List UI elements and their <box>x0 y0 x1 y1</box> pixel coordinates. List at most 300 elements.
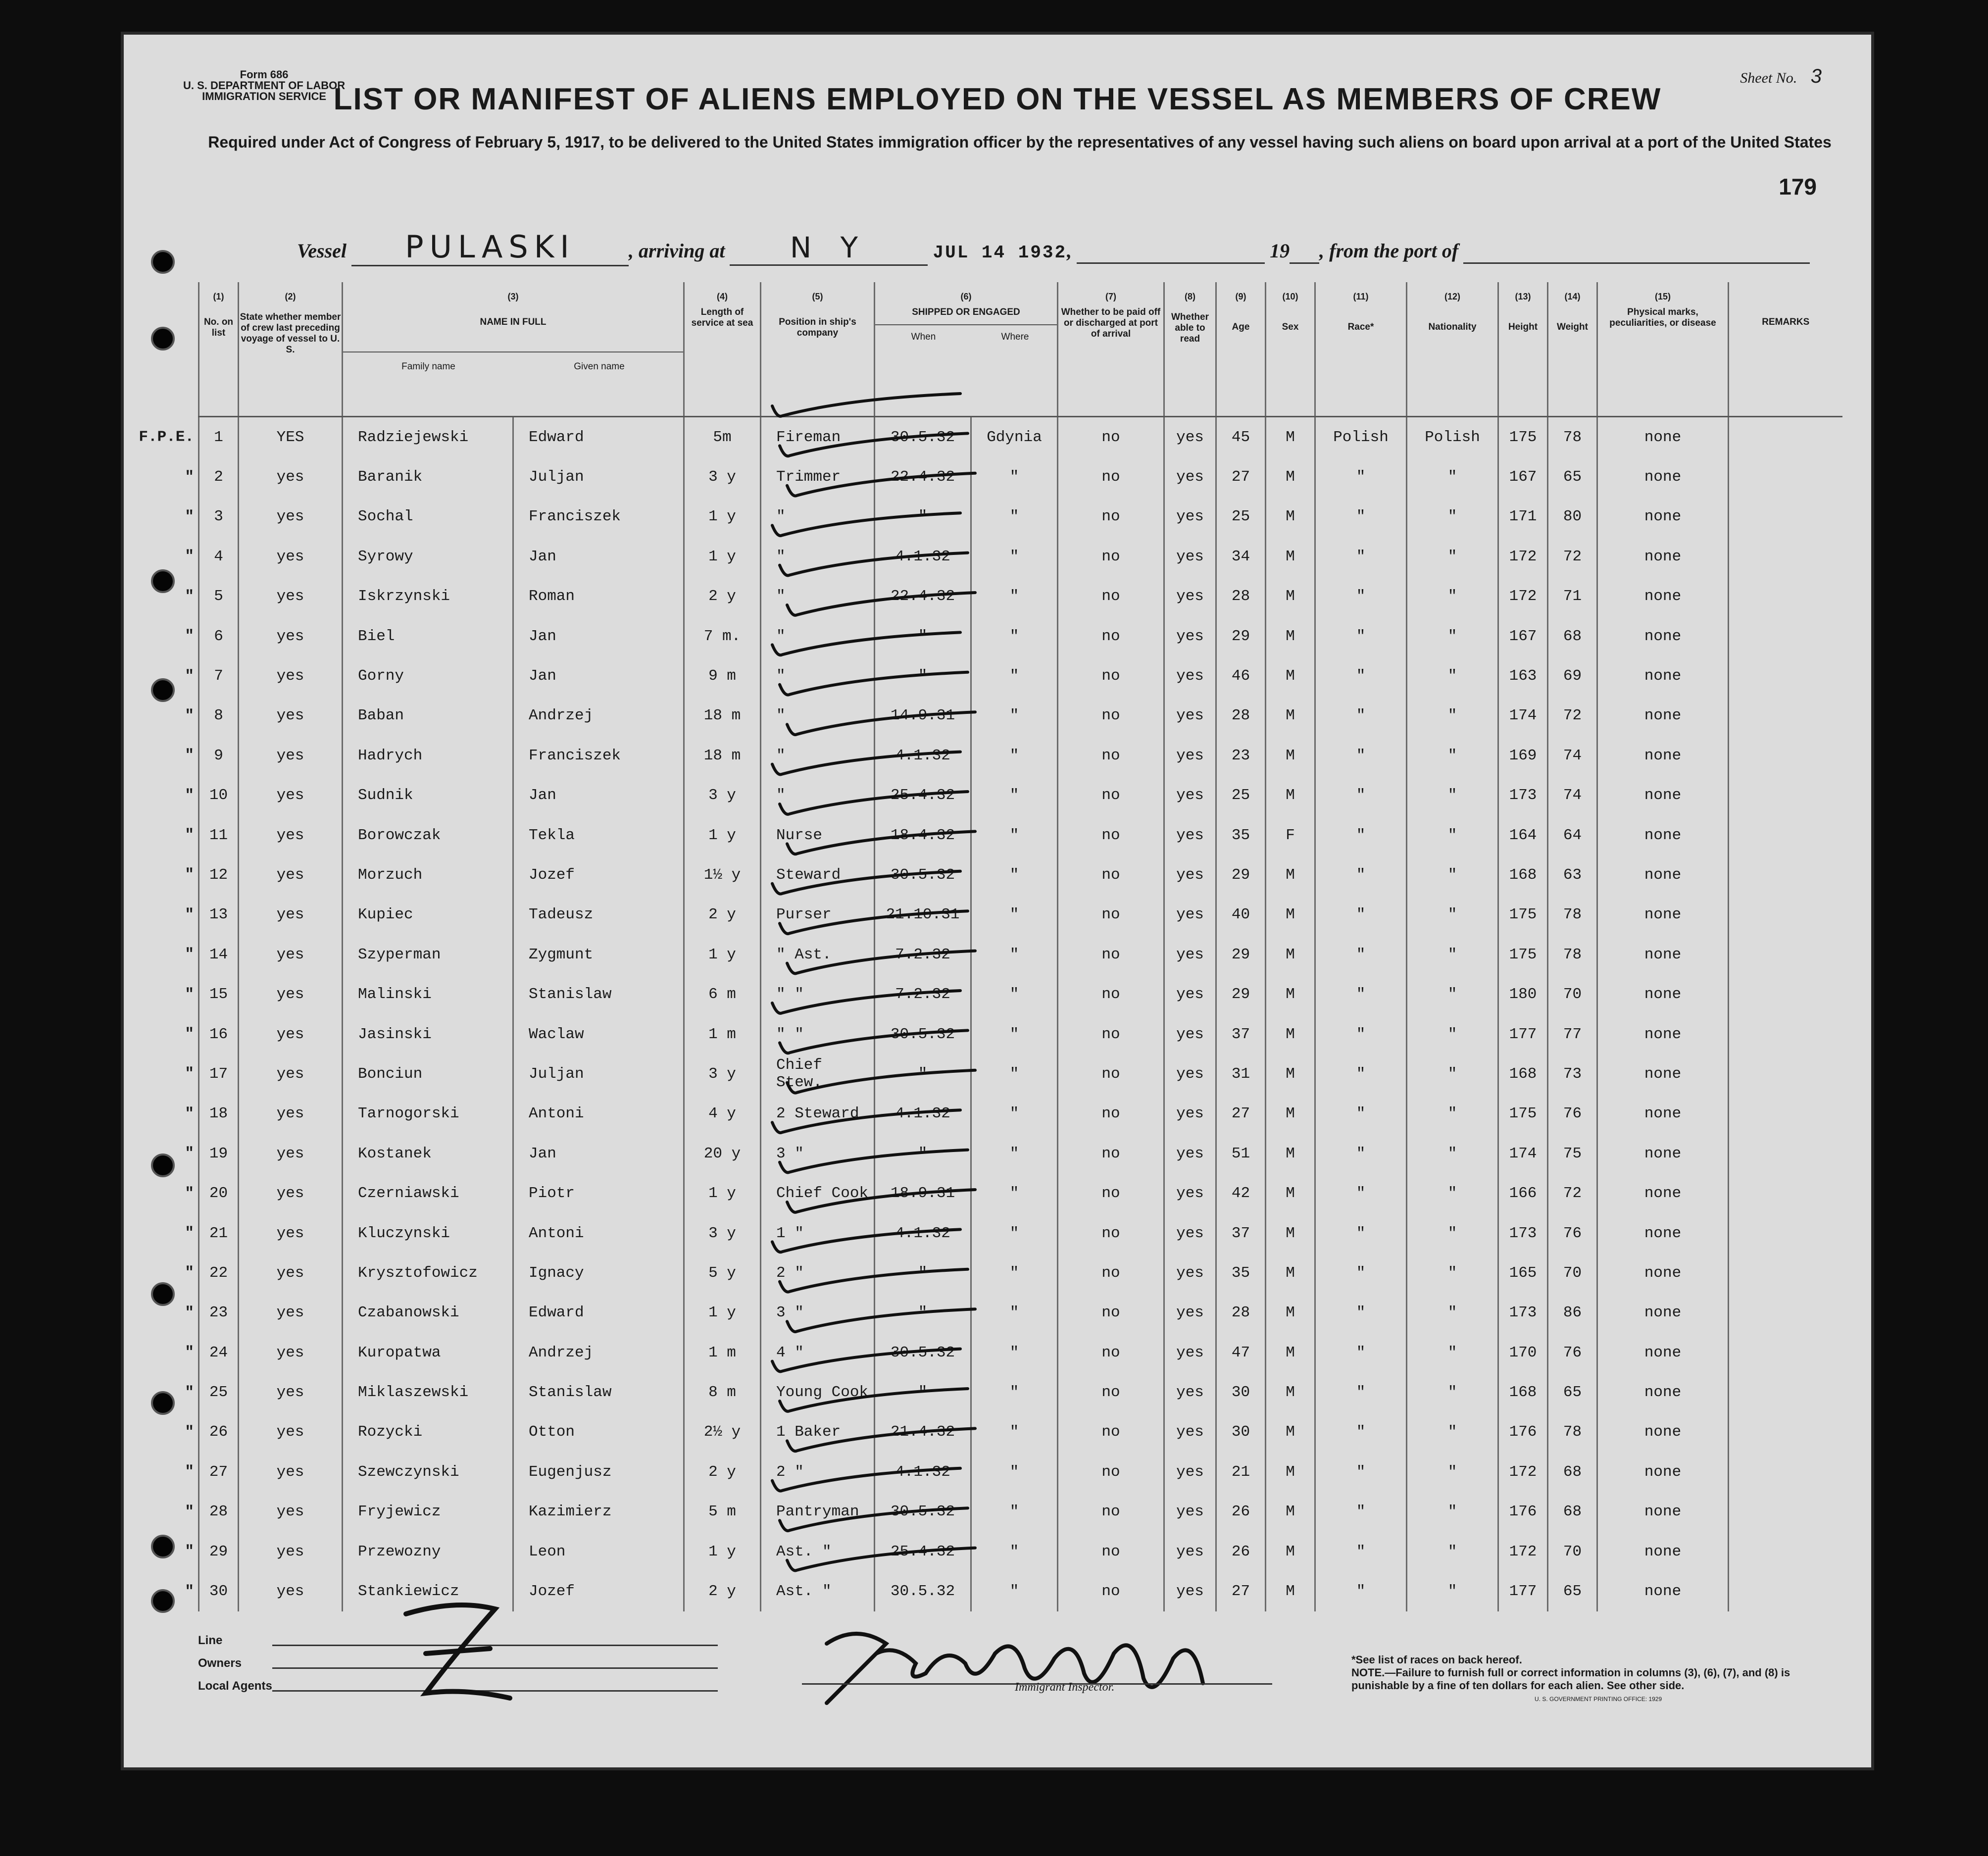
row-sex: M <box>1266 1333 1315 1372</box>
row-number: 11 <box>199 815 239 855</box>
row-length-of-service: 3 y <box>684 1213 761 1253</box>
row-paid-off: no <box>1058 1492 1164 1532</box>
row-physical-marks: none <box>1597 656 1729 696</box>
header-name-label: NAME IN FULL <box>480 317 547 327</box>
check-mark <box>780 1030 968 1053</box>
table-row <box>198 537 1842 576</box>
row-paid-off: no <box>1058 1094 1164 1134</box>
row-remarks <box>1729 417 1842 457</box>
row-length-of-service: 1 y <box>684 1173 761 1213</box>
row-weight: 70 <box>1548 1532 1597 1571</box>
row-family-name: Krysztofowicz <box>343 1253 513 1293</box>
row-family-name: Morzuch <box>343 855 513 895</box>
row-shipped-where: " <box>971 1054 1058 1094</box>
header-where: Where <box>1001 332 1029 342</box>
row-nationality: " <box>1407 1094 1498 1134</box>
row-previous-voyage: yes <box>239 1333 343 1372</box>
row-family-name: Przewozny <box>343 1532 513 1571</box>
row-shipped-where: " <box>971 1213 1058 1253</box>
row-position: Fireman <box>761 417 875 457</box>
row-length-of-service: 18 m <box>684 696 761 736</box>
row-age: 26 <box>1216 1492 1266 1532</box>
row-remarks <box>1729 1293 1842 1333</box>
check-mark <box>787 1548 975 1571</box>
row-weight: 73 <box>1548 1054 1597 1094</box>
row-paid-off: no <box>1058 457 1164 497</box>
table-row <box>198 497 1842 537</box>
row-mark-text: " <box>185 1384 194 1402</box>
printer-mark: U. S. GOVERNMENT PRINTING OFFICE: 1929 <box>1535 1696 1662 1703</box>
row-mark <box>185 974 199 1014</box>
row-race: " <box>1315 776 1407 815</box>
row-nationality: " <box>1407 537 1498 576</box>
row-height: 172 <box>1498 1532 1548 1571</box>
row-height: 173 <box>1498 1293 1548 1333</box>
row-weight: 75 <box>1548 1134 1597 1173</box>
row-nationality: " <box>1407 616 1498 656</box>
row-given-name: Franciszek <box>513 736 684 775</box>
header-height: Height <box>1498 302 1548 417</box>
col-number: (13) <box>1498 282 1548 302</box>
table-row <box>198 1372 1842 1412</box>
row-sex: M <box>1266 1173 1315 1213</box>
row-number: 1 <box>199 417 239 457</box>
row-paid-off: no <box>1058 1412 1164 1452</box>
row-previous-voyage: yes <box>239 616 343 656</box>
row-given-name: Roman <box>513 577 684 616</box>
row-shipped-where: " <box>971 696 1058 736</box>
row-able-to-read: yes <box>1164 696 1216 736</box>
row-nationality: " <box>1407 1571 1498 1611</box>
row-number: 15 <box>199 974 239 1014</box>
row-mark-text: " <box>185 1145 194 1162</box>
row-sex: M <box>1266 895 1315 935</box>
row-sex: M <box>1266 1054 1315 1094</box>
local-agents-label: Local Agents <box>198 1679 272 1693</box>
row-able-to-read: yes <box>1164 457 1216 497</box>
row-shipped-when: 7.2.32 <box>875 935 971 974</box>
row-mark <box>185 537 199 576</box>
row-shipped-when: " <box>875 1293 971 1333</box>
col-number: (4) <box>684 282 761 302</box>
table-row <box>198 1173 1842 1213</box>
row-age: 27 <box>1216 457 1266 497</box>
check-mark <box>787 1309 975 1332</box>
row-paid-off: no <box>1058 1293 1164 1333</box>
row-race: " <box>1315 1571 1407 1611</box>
row-length-of-service: 1 y <box>684 497 761 537</box>
row-mark-text: " <box>185 1105 194 1123</box>
check-mark <box>787 951 975 974</box>
row-nationality: " <box>1407 656 1498 696</box>
header-no-on-list: No. on list <box>199 302 239 417</box>
row-paid-off: no <box>1058 696 1164 736</box>
row-nationality: " <box>1407 935 1498 974</box>
col-number: (8) <box>1164 282 1216 302</box>
row-weight: 78 <box>1548 935 1597 974</box>
row-height: 175 <box>1498 895 1548 935</box>
row-remarks <box>1729 1372 1842 1412</box>
row-previous-voyage: yes <box>239 974 343 1014</box>
check-mark <box>780 1150 968 1173</box>
row-race: " <box>1315 457 1407 497</box>
row-shipped-where: " <box>971 1492 1058 1532</box>
row-height: 175 <box>1498 1094 1548 1134</box>
row-nationality: " <box>1407 1452 1498 1492</box>
row-nationality: " <box>1407 1293 1498 1333</box>
row-remarks <box>1729 1094 1842 1134</box>
row-position: 2 " <box>761 1452 875 1492</box>
row-previous-voyage: yes <box>239 1054 343 1094</box>
row-physical-marks: none <box>1597 855 1729 895</box>
row-position: Chief Cook <box>761 1173 875 1213</box>
row-sex: M <box>1266 1492 1315 1532</box>
row-age: 29 <box>1216 855 1266 895</box>
check-mark <box>772 1229 960 1252</box>
row-number: 22 <box>199 1253 239 1293</box>
row-number: 3 <box>199 497 239 537</box>
check-mark <box>787 1428 975 1451</box>
row-mark <box>185 1094 199 1134</box>
row-number: 10 <box>199 776 239 815</box>
row-age: 37 <box>1216 1014 1266 1054</box>
row-shipped-when: " <box>875 616 971 656</box>
row-able-to-read: yes <box>1164 1213 1216 1253</box>
row-shipped-when: 4.1.32 <box>875 1213 971 1253</box>
row-able-to-read: yes <box>1164 1333 1216 1372</box>
row-mark-text: " <box>185 1224 194 1242</box>
year-label: 19 <box>1270 240 1290 262</box>
manifest-sheet <box>124 35 1871 1767</box>
row-position: " <box>761 696 875 736</box>
row-height: 176 <box>1498 1492 1548 1532</box>
row-position: Pantryman <box>761 1492 875 1532</box>
row-family-name: Syrowy <box>343 537 513 576</box>
row-given-name: Antoni <box>513 1094 684 1134</box>
vessel-line: Vessel PULASKI , arriving at N Y JUL 14 1932, 19 , from the port of <box>297 229 1810 266</box>
check-mark <box>772 513 960 536</box>
header-race: Race* <box>1315 302 1407 417</box>
row-able-to-read: yes <box>1164 577 1216 616</box>
row-age: 35 <box>1216 815 1266 855</box>
row-position: Chief Stew. <box>761 1054 875 1094</box>
row-height: 171 <box>1498 497 1548 537</box>
row-shipped-where: " <box>971 1412 1058 1452</box>
row-able-to-read: yes <box>1164 776 1216 815</box>
row-weight: 74 <box>1548 776 1597 815</box>
row-number: 27 <box>199 1452 239 1492</box>
row-shipped-where: " <box>971 616 1058 656</box>
row-position: Steward <box>761 855 875 895</box>
row-weight: 76 <box>1548 1333 1597 1372</box>
row-mark <box>185 855 199 895</box>
row-shipped-when: " <box>875 1054 971 1094</box>
row-given-name: Otton <box>513 1412 684 1452</box>
row-length-of-service: 1 y <box>684 1532 761 1571</box>
check-marks-overlay <box>644 391 990 1604</box>
row-race: Polish <box>1315 417 1407 457</box>
row-nationality: " <box>1407 497 1498 537</box>
inspector-label: Immigrant Inspector. <box>1015 1681 1115 1694</box>
row-number: 24 <box>199 1333 239 1372</box>
row-shipped-when: 4.1.32 <box>875 1094 971 1134</box>
row-remarks <box>1729 736 1842 775</box>
row-able-to-read: yes <box>1164 1173 1216 1213</box>
row-paid-off: no <box>1058 1571 1164 1611</box>
row-shipped-where: " <box>971 457 1058 497</box>
row-able-to-read: yes <box>1164 1492 1216 1532</box>
row-position: " Ast. <box>761 935 875 974</box>
row-position: " <box>761 776 875 815</box>
row-number: 5 <box>199 577 239 616</box>
sheet-number-label: Sheet No. <box>1740 70 1797 86</box>
row-length-of-service: 8 m <box>684 1372 761 1412</box>
col-number: (12) <box>1407 282 1498 302</box>
row-shipped-when: 25.4.32 <box>875 776 971 815</box>
row-able-to-read: yes <box>1164 974 1216 1014</box>
row-race: " <box>1315 1213 1407 1253</box>
row-mark <box>185 1213 199 1253</box>
row-weight: 65 <box>1548 457 1597 497</box>
row-race: " <box>1315 696 1407 736</box>
table-row <box>198 736 1842 775</box>
row-previous-voyage: yes <box>239 855 343 895</box>
row-age: 29 <box>1216 935 1266 974</box>
row-number: 26 <box>199 1412 239 1452</box>
row-physical-marks: none <box>1597 895 1729 935</box>
row-given-name: Jan <box>513 1134 684 1173</box>
row-length-of-service: 2 y <box>684 577 761 616</box>
row-number: 7 <box>199 656 239 696</box>
row-weight: 63 <box>1548 855 1597 895</box>
row-shipped-where: " <box>971 935 1058 974</box>
row-age: 35 <box>1216 1253 1266 1293</box>
row-number: 2 <box>199 457 239 497</box>
row-position: Purser <box>761 895 875 935</box>
header-given-name: Given name <box>574 361 625 372</box>
row-position: 4 " <box>761 1333 875 1372</box>
row-mark <box>185 1372 199 1412</box>
row-previous-voyage: yes <box>239 1253 343 1293</box>
row-shipped-where: " <box>971 1293 1058 1333</box>
row-given-name: Waclaw <box>513 1014 684 1054</box>
row-position: Young Cook <box>761 1372 875 1412</box>
row-family-name: Iskrzynski <box>343 577 513 616</box>
check-mark <box>787 593 975 615</box>
row-shipped-when: 18.9.31 <box>875 1173 971 1213</box>
row-number: 6 <box>199 616 239 656</box>
row-length-of-service: 2½ y <box>684 1412 761 1452</box>
row-weight: 76 <box>1548 1094 1597 1134</box>
row-family-name: Sudnik <box>343 776 513 815</box>
row-shipped-when: 30.5.32 <box>875 1492 971 1532</box>
table-row <box>198 1532 1842 1571</box>
row-age: 26 <box>1216 1532 1266 1571</box>
row-mark <box>185 1412 199 1452</box>
row-nationality: " <box>1407 1412 1498 1452</box>
row-shipped-where: " <box>971 1532 1058 1571</box>
row-previous-voyage: yes <box>239 696 343 736</box>
row-family-name: Jasinski <box>343 1014 513 1054</box>
col-number: (14) <box>1548 282 1597 302</box>
row-number: 16 <box>199 1014 239 1054</box>
check-mark <box>772 991 960 1013</box>
col-number: (15) <box>1597 282 1729 302</box>
row-paid-off: no <box>1058 1532 1164 1571</box>
row-sex: M <box>1266 1372 1315 1412</box>
row-number: 12 <box>199 855 239 895</box>
row-number: 8 <box>199 696 239 736</box>
row-height: 175 <box>1498 417 1548 457</box>
row-physical-marks: none <box>1597 1412 1729 1452</box>
from-port-label: from the port of <box>1329 240 1459 262</box>
row-physical-marks: none <box>1597 616 1729 656</box>
row-paid-off: no <box>1058 1213 1164 1253</box>
row-mark-text: " <box>185 468 194 486</box>
row-sex: M <box>1266 776 1315 815</box>
row-physical-marks: none <box>1597 935 1729 974</box>
row-remarks <box>1729 895 1842 935</box>
row-family-name: Hadrych <box>343 736 513 775</box>
row-age: 21 <box>1216 1452 1266 1492</box>
row-shipped-when: 4.1.32 <box>875 537 971 576</box>
punch-hole <box>151 1589 175 1613</box>
table-row <box>198 1452 1842 1492</box>
row-length-of-service: 5 y <box>684 1253 761 1293</box>
row-sex: M <box>1266 855 1315 895</box>
row-mark <box>185 1173 199 1213</box>
row-given-name: Antoni <box>513 1213 684 1253</box>
row-length-of-service: 5m <box>684 417 761 457</box>
row-shipped-when: 30.5.32 <box>875 1571 971 1611</box>
row-given-name: Andrzej <box>513 696 684 736</box>
row-paid-off: no <box>1058 1333 1164 1372</box>
punch-hole <box>151 1391 175 1415</box>
row-number: 18 <box>199 1094 239 1134</box>
row-mark-text: " <box>185 946 194 963</box>
row-family-name: Tarnogorski <box>343 1094 513 1134</box>
row-height: 170 <box>1498 1333 1548 1372</box>
row-nationality: " <box>1407 974 1498 1014</box>
row-number: 25 <box>199 1372 239 1412</box>
row-nationality: " <box>1407 1333 1498 1372</box>
row-remarks <box>1729 616 1842 656</box>
row-able-to-read: yes <box>1164 1571 1216 1611</box>
row-position: Trimmer <box>761 457 875 497</box>
row-shipped-when: " <box>875 656 971 696</box>
row-mark-text: " <box>185 1463 194 1481</box>
row-given-name: Jozef <box>513 1571 684 1611</box>
table-row <box>198 1293 1842 1333</box>
table-row <box>198 895 1842 935</box>
row-race: " <box>1315 1094 1407 1134</box>
row-height: 173 <box>1498 776 1548 815</box>
row-shipped-when: " <box>875 1134 971 1173</box>
table-row <box>198 815 1842 855</box>
row-height: 180 <box>1498 974 1548 1014</box>
row-remarks <box>1729 457 1842 497</box>
column-number-row <box>198 282 1842 302</box>
sheet-number-value: 3 <box>1810 65 1822 87</box>
row-sex: M <box>1266 1452 1315 1492</box>
row-physical-marks: none <box>1597 1134 1729 1173</box>
header-shipped-label: SHIPPED OR ENGAGED <box>912 307 1020 317</box>
row-height: 163 <box>1498 656 1548 696</box>
row-paid-off: no <box>1058 1014 1164 1054</box>
row-length-of-service: 2 y <box>684 1571 761 1611</box>
row-mark <box>185 1532 199 1571</box>
row-mark <box>185 616 199 656</box>
row-previous-voyage: yes <box>239 935 343 974</box>
row-position: Ast. " <box>761 1532 875 1571</box>
row-shipped-where: " <box>971 656 1058 696</box>
row-able-to-read: yes <box>1164 616 1216 656</box>
row-sex: M <box>1266 616 1315 656</box>
row-mark <box>185 577 199 616</box>
row-able-to-read: yes <box>1164 815 1216 855</box>
row-age: 29 <box>1216 616 1266 656</box>
row-position: " <box>761 577 875 616</box>
col-number: (2) <box>239 282 343 302</box>
row-nationality: " <box>1407 1173 1498 1213</box>
row-given-name: Zygmunt <box>513 935 684 974</box>
row-position: " " <box>761 974 875 1014</box>
row-nationality: " <box>1407 855 1498 895</box>
row-shipped-where: " <box>971 1571 1058 1611</box>
row-race: " <box>1315 1333 1407 1372</box>
document-title: LIST OR MANIFEST OF ALIENS EMPLOYED ON THE VESSEL AS MEMBERS OF CREW <box>333 82 1662 116</box>
row-physical-marks: none <box>1597 815 1729 855</box>
table-row <box>198 855 1842 895</box>
document-subtitle: Required under Act of Congress of February 5, 1917, to be delivered to the United States immigration officer by the representatives of any vessel having such aliens on board upon arrival at a port of the United States <box>208 133 1832 151</box>
row-mark <box>185 1054 199 1094</box>
row-physical-marks: none <box>1597 1253 1729 1293</box>
row-nationality: " <box>1407 1213 1498 1253</box>
row-remarks <box>1729 1134 1842 1173</box>
header-weight: Weight <box>1548 302 1597 417</box>
row-weight: 72 <box>1548 696 1597 736</box>
row-age: 29 <box>1216 974 1266 1014</box>
row-physical-marks: none <box>1597 776 1729 815</box>
punch-hole <box>151 678 175 702</box>
row-previous-voyage: yes <box>239 537 343 576</box>
row-remarks <box>1729 537 1842 576</box>
row-family-name: Fryjewicz <box>343 1492 513 1532</box>
row-physical-marks: none <box>1597 1532 1729 1571</box>
row-mark-text: " <box>185 747 194 764</box>
row-length-of-service: 3 y <box>684 776 761 815</box>
check-mark <box>772 1468 960 1491</box>
arriving-label: arriving at <box>639 240 725 262</box>
row-previous-voyage: yes <box>239 1412 343 1452</box>
row-able-to-read: yes <box>1164 1412 1216 1452</box>
header-paid-off: Whether to be paid off or discharged at port of arrival <box>1058 302 1164 417</box>
row-number: 29 <box>199 1532 239 1571</box>
row-mark <box>185 1452 199 1492</box>
row-sex: M <box>1266 1213 1315 1253</box>
row-previous-voyage: yes <box>239 815 343 855</box>
row-mark-text: " <box>185 906 194 924</box>
row-number: 9 <box>199 736 239 775</box>
row-paid-off: no <box>1058 656 1164 696</box>
row-age: 51 <box>1216 1134 1266 1173</box>
row-remarks <box>1729 1412 1842 1452</box>
table-row <box>198 1094 1842 1134</box>
row-mark-text: " <box>185 986 194 1003</box>
row-paid-off: no <box>1058 974 1164 1014</box>
row-age: 25 <box>1216 497 1266 537</box>
row-height: 177 <box>1498 1571 1548 1611</box>
